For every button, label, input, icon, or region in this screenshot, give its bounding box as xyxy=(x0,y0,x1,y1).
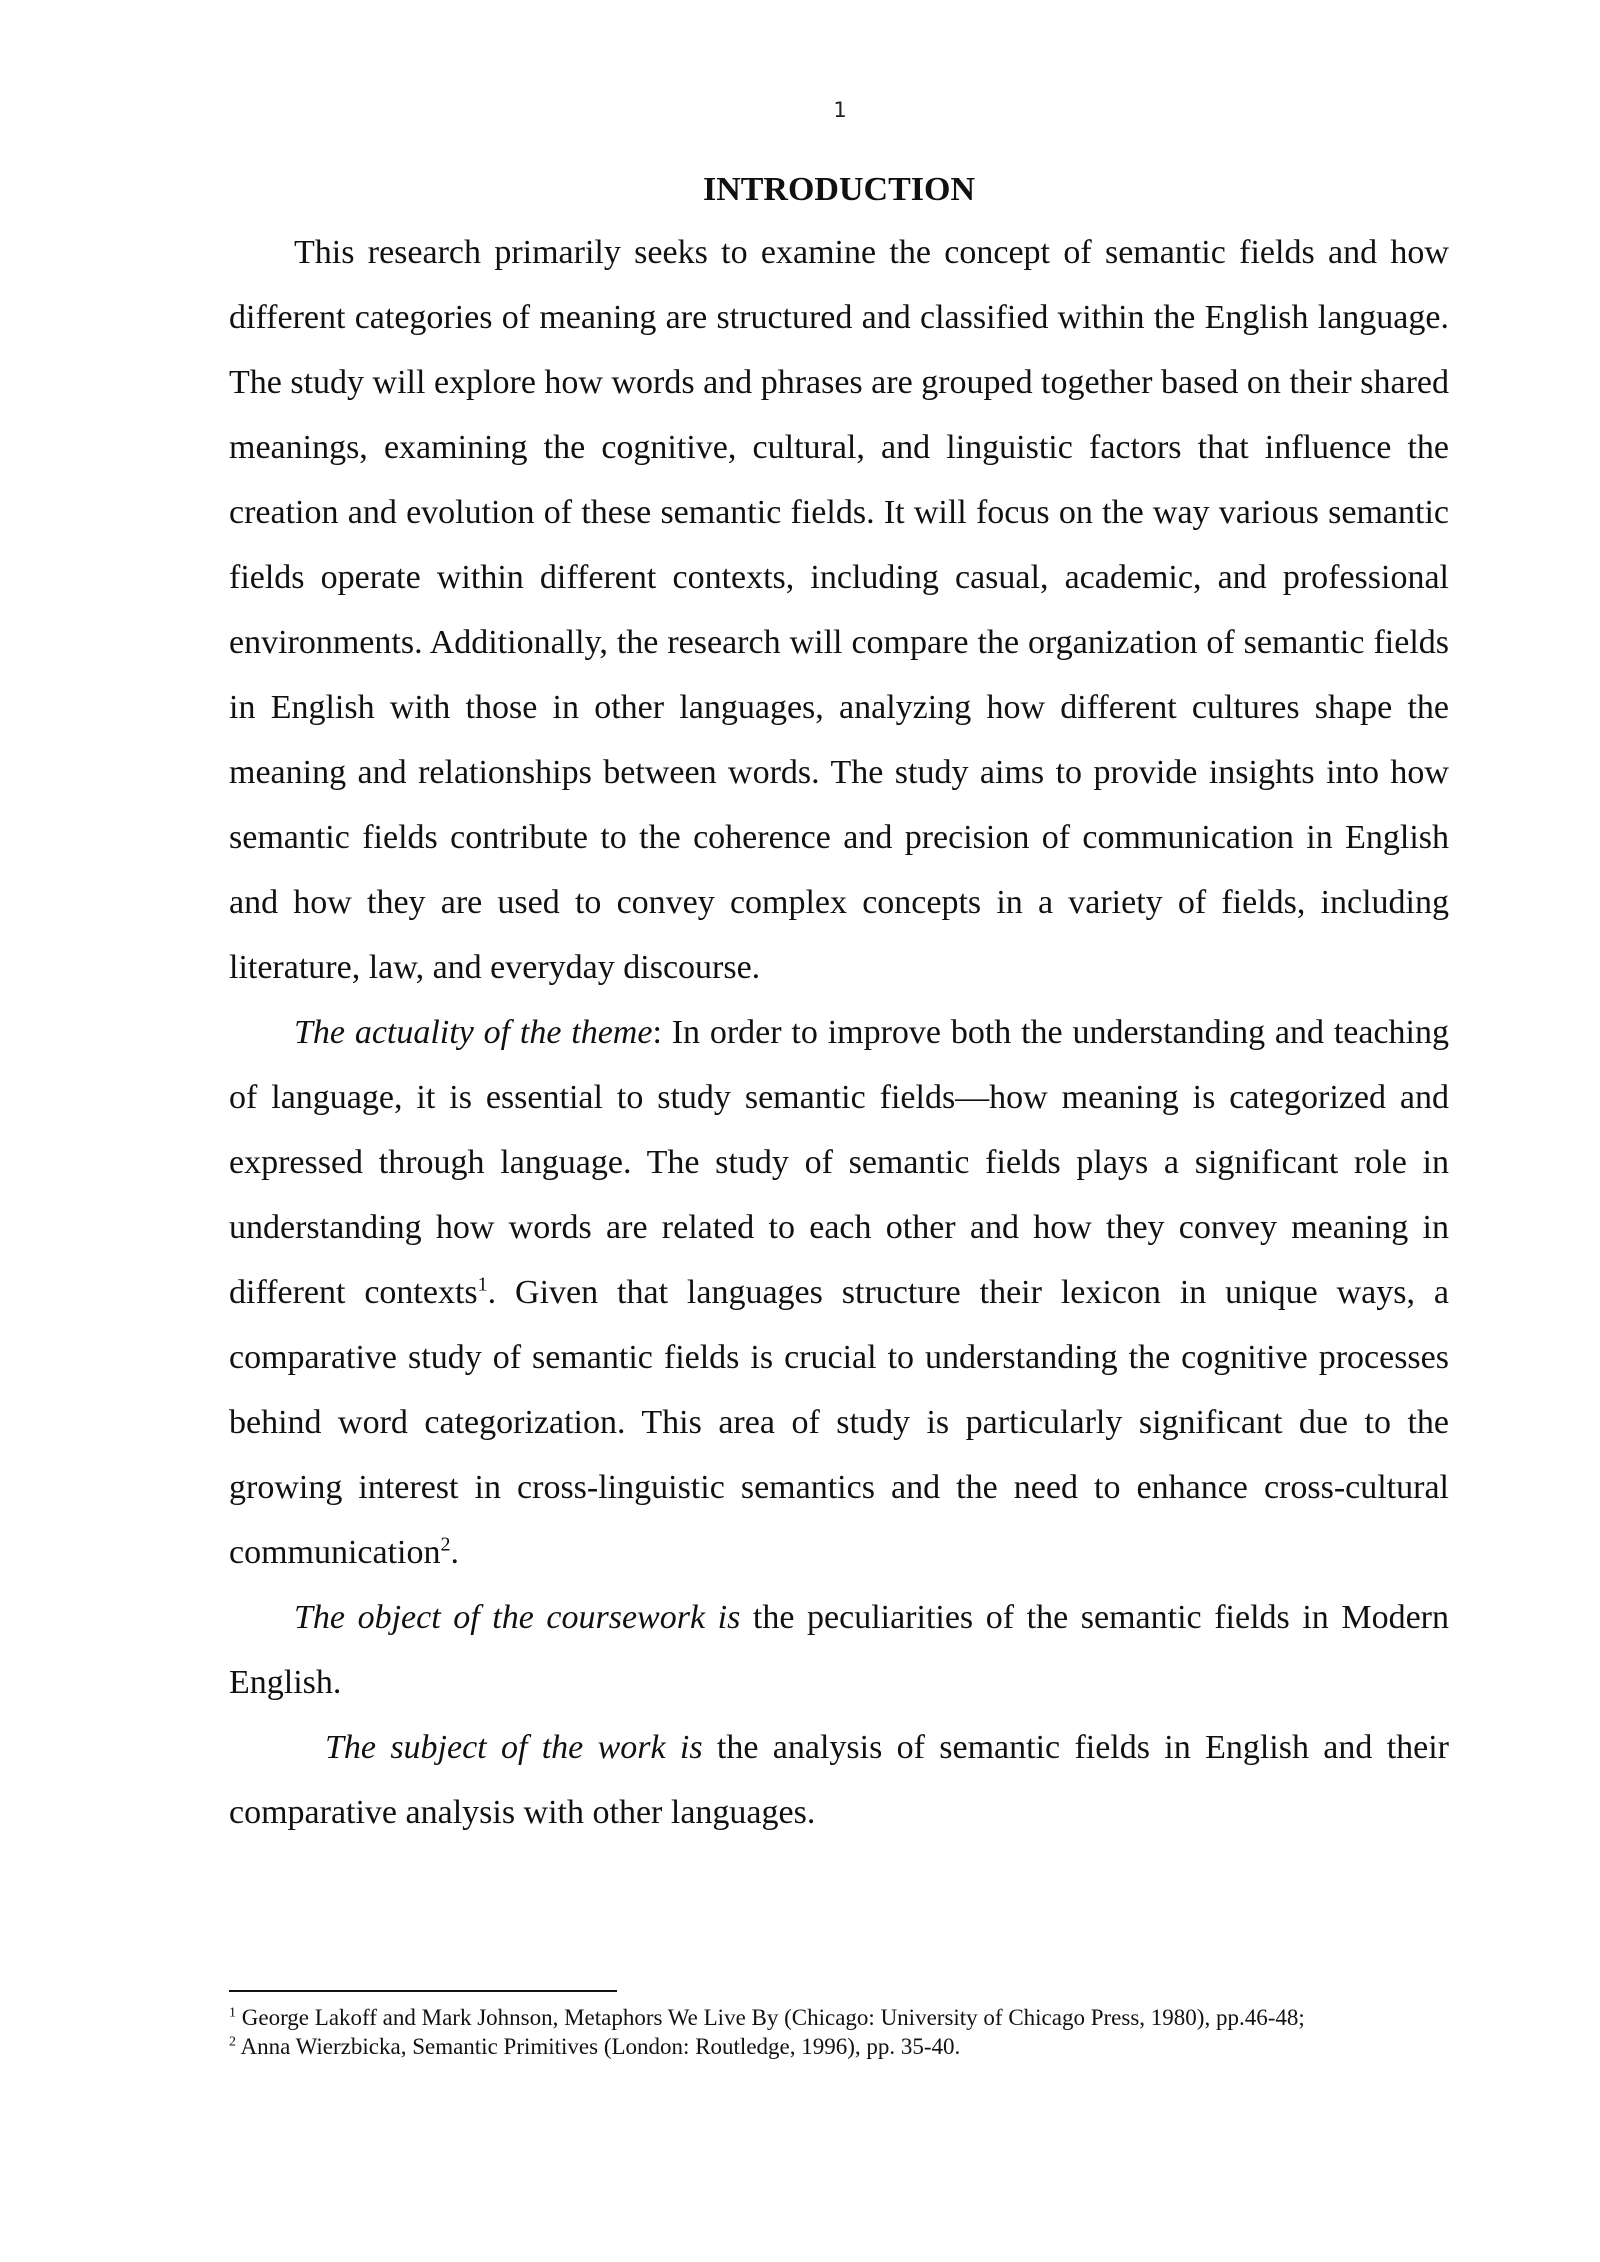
actuality-paragraph xyxy=(229,1000,1449,1585)
actuality-text-continued: . Given that languages structure their lexicon in unique ways, a comparative study of semantic fields is crucial to understanding the cognitive processes behind word categorization. This area of study is particularly significant due to the growing interest in cross-linguistic semantics and the need to enhance cross-cultural communication xyxy=(229,1274,1449,1571)
footnote-2-number: 2 xyxy=(229,2034,236,2050)
object-label: The object of the coursework is xyxy=(294,1599,741,1636)
actuality-label: The actuality of the theme xyxy=(294,1014,653,1051)
footnote-1-text: George Lakoff and Mark Johnson, Metaphors We Live By (Chicago: University of Chicago Press, 1980), pp.46-48; xyxy=(236,2005,1305,2030)
footnotes xyxy=(229,2003,1449,2061)
subject-text: the analysis of semantic fields in English and their comparative analysis with other languages. xyxy=(229,1729,1450,1831)
page-number: 1 xyxy=(833,98,847,122)
footnote-2 xyxy=(229,2032,1449,2061)
subject-paragraph xyxy=(229,1715,1449,1845)
footnote-1 xyxy=(229,2003,1449,2032)
footnote-divider xyxy=(229,1990,617,1992)
intro-paragraph: This research primarily seeks to examine the concept of semantic fields and how different categories of meaning are structured and classified within the English language. The study will explore how words and phrases are grouped together based on their shared meanings, examining the cognitive, cultural, and linguistic factors that influence the creation and evolution of these semantic fields. It will focus on the way various semantic fields operate within different contexts, including casual, academic, and professional environments. Additionally, the research will compare the organization of semantic fields in English with those in other languages, analyzing how different cultures shape the meaning and relationships between words. The study aims to provide insights into how semantic fields contribute to the coherence and precision of communication in English and how they are used to convey complex concepts in a variety of fields, including literature, law, and everyday discourse. xyxy=(229,234,1449,986)
footnote-ref-1: 1 xyxy=(477,1273,488,1296)
object-paragraph xyxy=(229,1585,1449,1715)
footnote-ref-2: 2 xyxy=(440,1533,451,1556)
footnote-2-text: Anna Wierzbicka, Semantic Primitives (London: Routledge, 1996), pp. 35-40. xyxy=(236,2034,961,2059)
footnote-1-number: 1 xyxy=(229,2005,236,2021)
subject-label: The subject of the work is xyxy=(325,1729,703,1766)
object-text: the peculiarities of the semantic fields in Modern English. xyxy=(229,1599,1450,1701)
section-title: INTRODUCTION xyxy=(702,171,976,208)
actuality-text-end: . xyxy=(450,1534,460,1571)
document-body xyxy=(229,160,1449,1845)
actuality-text: : In order to improve both the understanding and teaching of language, it is essential to study semantic fields—how meaning is categorized and expressed through language. The study of semantic fields plays a significant role in understanding how words are related to each other and how they convey meaning in different contexts xyxy=(229,1014,1449,1311)
